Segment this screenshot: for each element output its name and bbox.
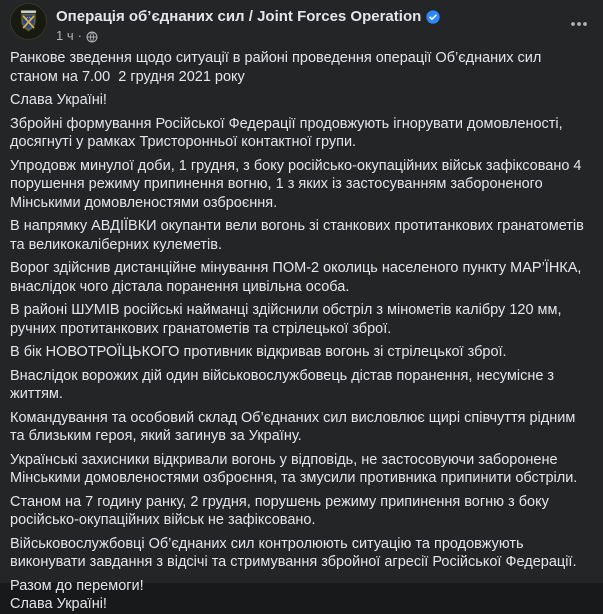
post-paragraph: Слава Україні!	[10, 92, 107, 108]
post-paragraph: Військовослужбовці Об’єднаних сил контролюють ситуацію та продовжують виконувати завдання з відсічі та стримування збройної агресії Російської Федерації.	[10, 535, 577, 570]
post-text	[0, 44, 603, 614]
post-paragraph: Збройні формування Російської Федерації продовжують ігнорувати домовленості, досягнуті у рамках Тристоронньої контактної групи.	[10, 115, 567, 150]
joint-forces-emblem-icon	[10, 3, 47, 40]
globe-public-icon	[86, 31, 98, 43]
post-paragraph: Командування та особовий склад Об’єднаних сил висловлює щирі співчуття рідним та близьким героя, який загинув за Україну.	[10, 409, 580, 444]
post-paragraph: Разом до перемоги! Слава Україні!	[10, 577, 144, 612]
page-name-link[interactable]: Операція об’єднаних сил / Joint Forces Operation	[56, 8, 422, 25]
post-paragraph: Ранкове зведення щодо ситуації в районі проведення операції Об’єднаних сил станом на 7.00 2 грудня 2021 року	[10, 50, 546, 85]
post-paragraph: В напрямку АВДІЇВКИ окупанти вели вогонь зі станкових протитанкових гранатометів та великокаліберних кулеметів.	[10, 218, 588, 253]
post-paragraph: Станом на 7 годину ранку, 2 грудня, порушень режиму припинення вогню з боку російсько-окупаційних військ не зафіксовано.	[10, 493, 553, 528]
more-options-icon	[570, 21, 588, 27]
separator: ·	[77, 28, 82, 43]
post-paragraph: Упродовж минулої доби, 1 грудня, з боку російсько-окупаційних військ зафіксовано 4 порушення режиму припинення вогню, 1 з яких із застосуванням забороненого Мінськими домовленостями озброєння.	[10, 157, 586, 211]
post-header	[0, 0, 603, 44]
post-paragraph: Внаслідок ворожих дій один військовослужбовець дістав поранення, несумісне з життям.	[10, 367, 559, 402]
post-paragraph: В бік НОВОТРОЇЦЬКОГО противник відкривав вогонь зі стрілецької зброї.	[10, 344, 507, 360]
more-options-button[interactable]	[563, 12, 595, 36]
post-paragraph: Ворог здійснив дистанційне мінування ПОМ-2 околиць населеного пункту МАР’ЇНКА, внаслідок чого дістала поранення цивільна особа.	[10, 260, 586, 295]
post-paragraph: В районі ШУМІВ російські найманці здійснили обстріл з мінометів калібру 120 мм, ручних протитанкових гранатометів та стрілецької зброї.	[10, 302, 566, 337]
page-avatar[interactable]	[10, 3, 47, 40]
post-paragraph: Українські захисники відкривали вогонь у відповідь, не застосовуючи заборонене Мінськими домовленостями озброєння, та змусили противника припинити обстріли.	[10, 451, 578, 486]
post-meta-row	[56, 28, 563, 44]
verified-badge-icon	[426, 10, 440, 24]
header-meta	[56, 3, 563, 44]
timestamp-link[interactable]: 1 ч	[56, 28, 74, 43]
name-row	[56, 7, 563, 26]
